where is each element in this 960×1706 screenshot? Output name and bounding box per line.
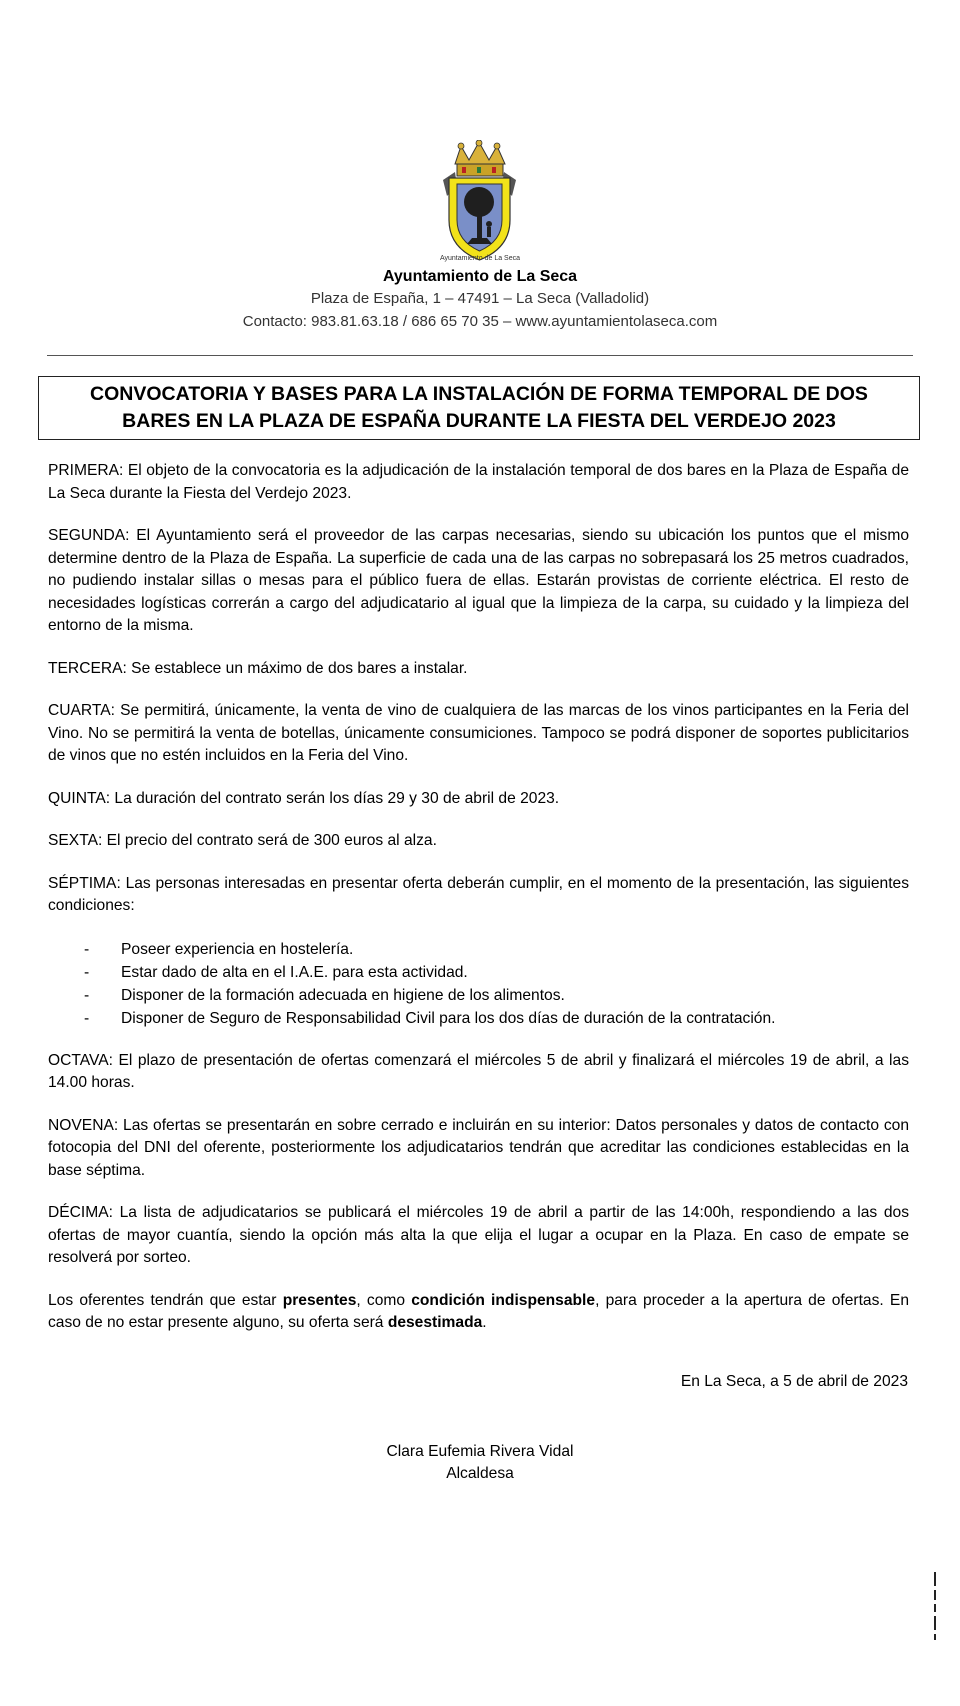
list-dash: -	[84, 986, 90, 1004]
closing-text: , como	[356, 1291, 412, 1309]
closing-text: , para proceder a la apertura de ofertas. En caso de no estar presente alguno, su oferta será	[48, 1291, 909, 1331]
clause-novena: NOVENA: Las ofertas se presentarán en sobre cerrado e incluirán en su interior: Datos personales y datos de contacto con fotocopia del DNI del oferente, posteriormente los adjudicatarios tendrán que acreditar las condiciones establecidas en la base séptima.	[48, 1116, 909, 1179]
document-body	[48, 460, 909, 1355]
closing-bold: presentes	[282, 1291, 357, 1309]
list-item	[48, 984, 909, 1007]
signatory-name: Clara Eufemia Rivera Vidal	[386, 1443, 574, 1460]
condition-text: Poseer experiencia en hostelería.	[121, 940, 354, 958]
title-line-1: CONVOCATORIA Y BASES PARA LA INSTALACIÓN DE FORMA TEMPORAL DE DOS	[90, 383, 868, 405]
list-item	[48, 938, 909, 961]
organization-address: Plaza de España, 1 – 47491 – La Seca (Valladolid)	[310, 290, 650, 307]
organization-contact: Contacto: 983.81.63.18 / 686 65 70 35 – www.ayuntamientolaseca.com	[242, 313, 718, 330]
condition-text: Disponer de Seguro de Responsabilidad Civil para los dos días de duración de la contratación.	[121, 1009, 776, 1027]
list-item	[48, 961, 909, 984]
closing-bold: desestimada	[387, 1314, 483, 1331]
clause-octava: OCTAVA: El plazo de presentación de ofertas comenzará el miércoles 5 de abril y finalizará el miércoles 19 de abril, a las 14.00 horas.	[48, 1051, 909, 1091]
clause-decima: DÉCIMA: La lista de adjudicatarios se publicará el miércoles 19 de abril a partir de las 14:00h, respondiendo a las dos ofertas de mayor cuantía, siendo la opción más alta la que elija el lugar a ocupar en la Plaza. En caso de empate se resolverá por sorteo.	[48, 1204, 909, 1266]
date-line: En La Seca, a 5 de abril de 2023	[680, 1373, 908, 1390]
condition-text: Disponer de la formación adecuada en higiene de los alimentos.	[121, 986, 565, 1004]
scan-edge-marks	[934, 1572, 938, 1642]
closing-text: .	[482, 1314, 487, 1331]
document-title-box	[38, 376, 920, 440]
closing-paragraph	[48, 1290, 909, 1335]
list-dash: -	[84, 940, 90, 958]
clause-segunda: SEGUNDA: El Ayuntamiento será el proveedor de las carpas necesarias, siendo su ubicación los puntos que el mismo determine dentro de la Plaza de España. La superficie de cada una de las carpas no sobrepasará los 25 metros cuadrados, no pudiendo instalar sillas o mesas para el público fuera de ellas. Estarán provistas de corriente eléctrica. El resto de necesidades logísticas correrán a cargo del adjudicatario al igual que la limpieza de la carpa, su cuidado y la limpieza del entorno de la misma.	[48, 527, 909, 634]
clause-cuarta: CUARTA: Se permitirá, únicamente, la venta de vino de cualquiera de las marcas de los vinos participantes en la Feria del Vino. No se permitirá la venta de botellas, únicamente consumiciones. Tampoco se podrá disponer de soportes publicitarios de vinos que no estén incluidos en la Feria del Vino.	[48, 702, 909, 764]
clause-tercera: TERCERA: Se establece un máximo de dos bares a instalar.	[48, 659, 468, 677]
closing-bold: condición indispensable	[411, 1291, 596, 1309]
coat-of-arms-icon	[437, 140, 522, 265]
title-line-2: BARES EN LA PLAZA DE ESPAÑA DURANTE LA FIESTA DEL VERDEJO 2023	[122, 410, 836, 432]
list-item	[48, 1007, 909, 1030]
header-divider	[47, 355, 913, 356]
clause-septima: SÉPTIMA: Las personas interesadas en presentar oferta deberán cumplir, en el momento de la presentación, las siguientes condiciones:	[48, 874, 909, 914]
crest-caption: Ayuntamiento de La Seca	[439, 255, 521, 262]
condition-text: Estar dado de alta en el I.A.E. para esta actividad.	[121, 963, 468, 981]
clause-primera: PRIMERA: El objeto de la convocatoria es la adjudicación de la instalación temporal de dos bares en la Plaza de España de La Seca durante la Fiesta del Verdejo 2023.	[48, 462, 909, 502]
list-dash: -	[84, 963, 90, 981]
closing-text: Los oferentes tendrán que estar	[48, 1291, 283, 1309]
signatory-role: Alcaldesa	[446, 1465, 514, 1482]
document-title	[64, 381, 894, 435]
organization-name: Ayuntamiento de La Seca	[382, 268, 578, 285]
conditions-list	[48, 938, 909, 1030]
clause-quinta: QUINTA: La duración del contrato serán los días 29 y 30 de abril de 2023.	[48, 789, 560, 807]
clause-sexta: SEXTA: El precio del contrato será de 300 euros al alza.	[48, 832, 437, 849]
list-dash: -	[84, 1009, 90, 1027]
